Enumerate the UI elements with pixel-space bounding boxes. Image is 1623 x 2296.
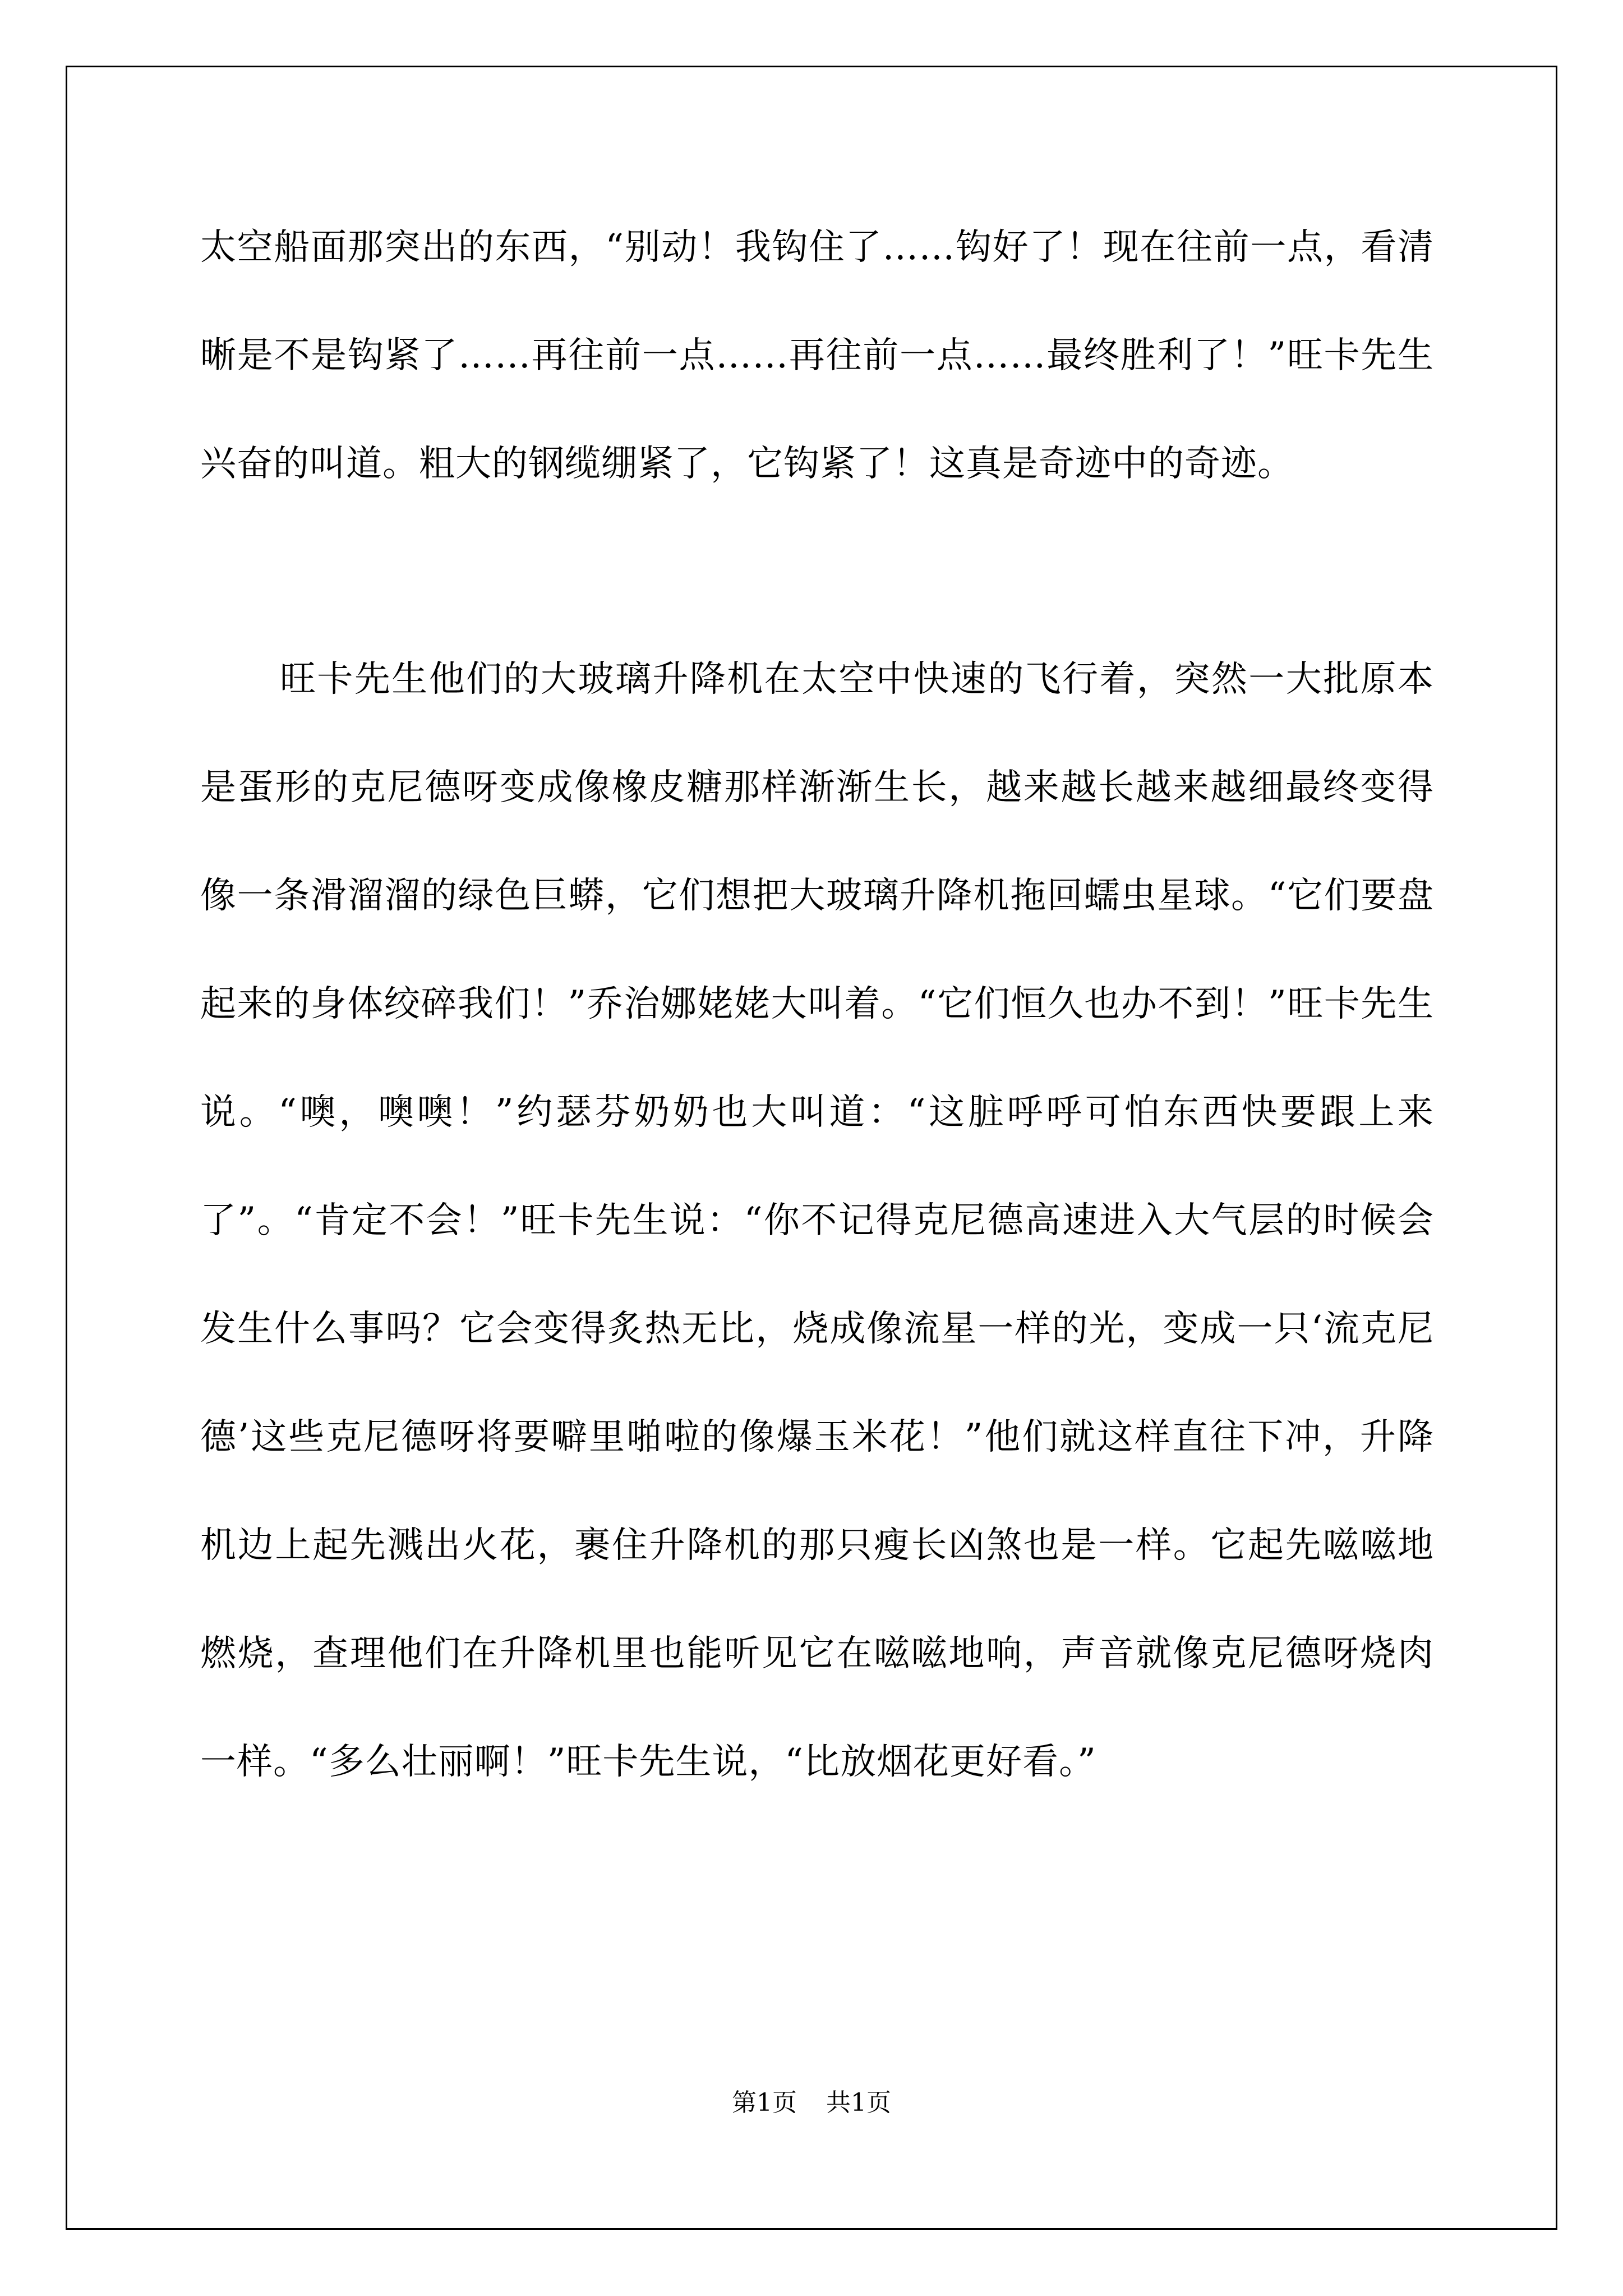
body-paragraph-2: 旺卡先生他们的大玻璃升降机在太空中快速的飞行着，突然一大批原本是蛋形的克尼德呀变成像橡皮糖那样渐渐生长，越来越长越来越细最终变得像一条滑溜溜的绿色巨蟒，它们想把大玻璃升降机拖回蠕虫星球。“它们要盘起来的身体绞碎我们！”乔治娜姥姥大叫着。“它们恒久也办不到！”旺卡先生说。“噢，噢噢！”约瑟芬奶奶也大叫道：“这脏呼呼可怕东西快要跟上来了”。“肯定不会！”旺卡先生说：“你不记得克尼德高速进入大气层的时候会发生什么事吗？它会变得炙热无比，烧成像流星一样的光，变成一只‘流克尼德’这些克尼德呀将要噼里啪啦的像爆玉米花！”他们就这样直往下冲，升降机边上起先溅出火花，裹住升降机的那只瘦长凶煞也是一样。它起先嗞嗞地燃烧，查理他们在升降机里也能听见它在嗞嗞地响，声音就像克尼德呀烧肉一样。“多么壮丽啊！”旺卡先生说，“比放烟花更好看。” — [200, 659, 1434, 1783]
body-paragraph-1: 太空船面那突出的东西，“别动！我钩住了……钩好了！现在往前一点，看清晰是不是钩紧了……再往前一点……再往前一点……最终胜利了！”旺卡先生兴奋的叫道。粗大的钢缆绷紧了，它钩紧了！这真是奇迹中的奇迹。 — [200, 227, 1434, 485]
page-footer — [0, 2082, 1623, 2118]
page-number-total: 共1页 — [826, 2088, 891, 2117]
page-number-current: 第1页 — [732, 2088, 797, 2117]
